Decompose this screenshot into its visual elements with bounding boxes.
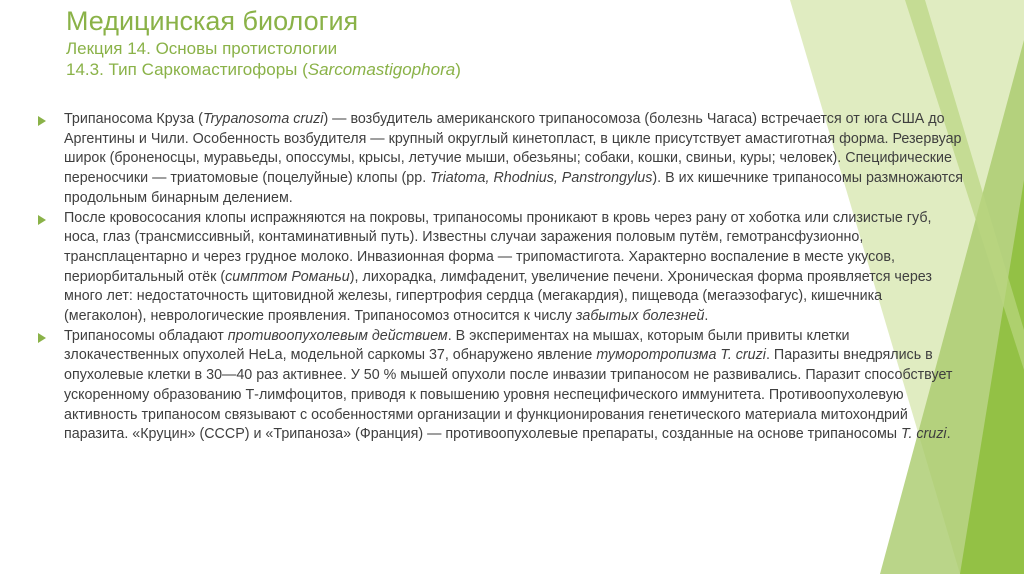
bullet-paragraph: [38, 327, 968, 445]
bullet-paragraph: [38, 110, 968, 209]
italic-text: Trypanosoma cruzi: [202, 111, 324, 127]
italic-text: Triatoma, Rhodnius, Panstrongylus: [430, 170, 653, 187]
text-run: ), лихорадка, лимфаденит, увеличение печени. Хроническая форма проявляется через много лет: недостаточность щитовидной железы, гипертрофия сердца (мегакардия), пищевода (мегаэзофагус), кишечника (мегаколон), неврологические проявления. Трипаносомоз относится к числу: [64, 268, 932, 325]
section-suffix: ): [455, 60, 461, 79]
italic-text: симптом Романьи: [225, 268, 350, 285]
text-run: . В экспериментах на мышах, которым были привиты клетки злокачественных опухолей HeLa, модельной саркомы 37, обнаружено явление: [64, 327, 850, 364]
text-run: Трипаносомы обладают: [64, 327, 228, 344]
text-run: Трипаносома Круза (: [64, 111, 203, 127]
italic-text: забытых болезней: [575, 308, 705, 325]
section-subtitle: [66, 59, 706, 80]
slide-title: Медицинская биология: [66, 6, 359, 36]
italic-text: T. cruzi: [901, 426, 947, 443]
section-latin: Sarcomastigophora: [307, 60, 456, 79]
bullet-arrow-icon: [38, 333, 46, 343]
italic-text: туморотропизма T. cruzi: [596, 347, 766, 364]
italic-text: противоопухолевым действием: [227, 327, 448, 344]
slide-title-block: [66, 4, 706, 80]
text-run: .: [946, 426, 951, 443]
text-run: ). В их кишечнике трипаносомы размножаются продольным бинарным делением.: [64, 170, 963, 206]
bullet-paragraph: [38, 209, 968, 327]
lecture-subtitle: Лекция 14. Основы протистологии: [66, 39, 338, 58]
bullet-arrow-icon: [38, 116, 46, 126]
text-run: . Паразиты внедрялись в опухолевые клетки в 30—40 раз активнее. У 50 % мышей опухоли после инвазии трипаносом не развивались. Паразит способствует ускоренному образованию Т-лимфоцитов, приводя к повышению уровня неспецифического иммунитета. Противоопухолевую активность трипаносом связывают с особенностями организации и функционирования генетического материала митохондрий паразита. «Круцин» (СССР) и «Трипаноза» (Франция) — противоопухолевые препараты, созданные на основе трипаносомы: [64, 347, 953, 443]
slide-body: [38, 110, 968, 445]
bullet-arrow-icon: [38, 215, 46, 225]
text-run: ) — возбудитель американского трипаносомоза (болезнь Чагаса) встречается от юга США до Аргентины и Чили. Особенность возбудителя — крупный округлый кинетопласт, в цикле присутствует амастиготная форма. Резервуар широк (броненосцы, муравьеды, опоссумы, крысы, летучие мыши, обезьяны; собаки, кошки, свиньи, куры; человек). Специфические переносчики — триатомовые (поцелуйные) клопы (рр.: [64, 111, 962, 187]
text-run: После кровососания клопы испражняются на покровы, трипаносомы проникают в кровь через рану от хоботка или слизистые губ, носа, глаз (трансмиссивный, контаминативный путь). Известны случаи заражения половым путём, гемотрансфузионно, трансплацентарно и через грудное молоко. Инвазионная форма — трипомастигота. Характерно воспаление в месте укусов, периорбитальный отёк (: [64, 209, 932, 285]
text-run: .: [704, 308, 709, 325]
section-prefix: 14.3. Тип Саркомастигофоры (: [66, 60, 308, 79]
